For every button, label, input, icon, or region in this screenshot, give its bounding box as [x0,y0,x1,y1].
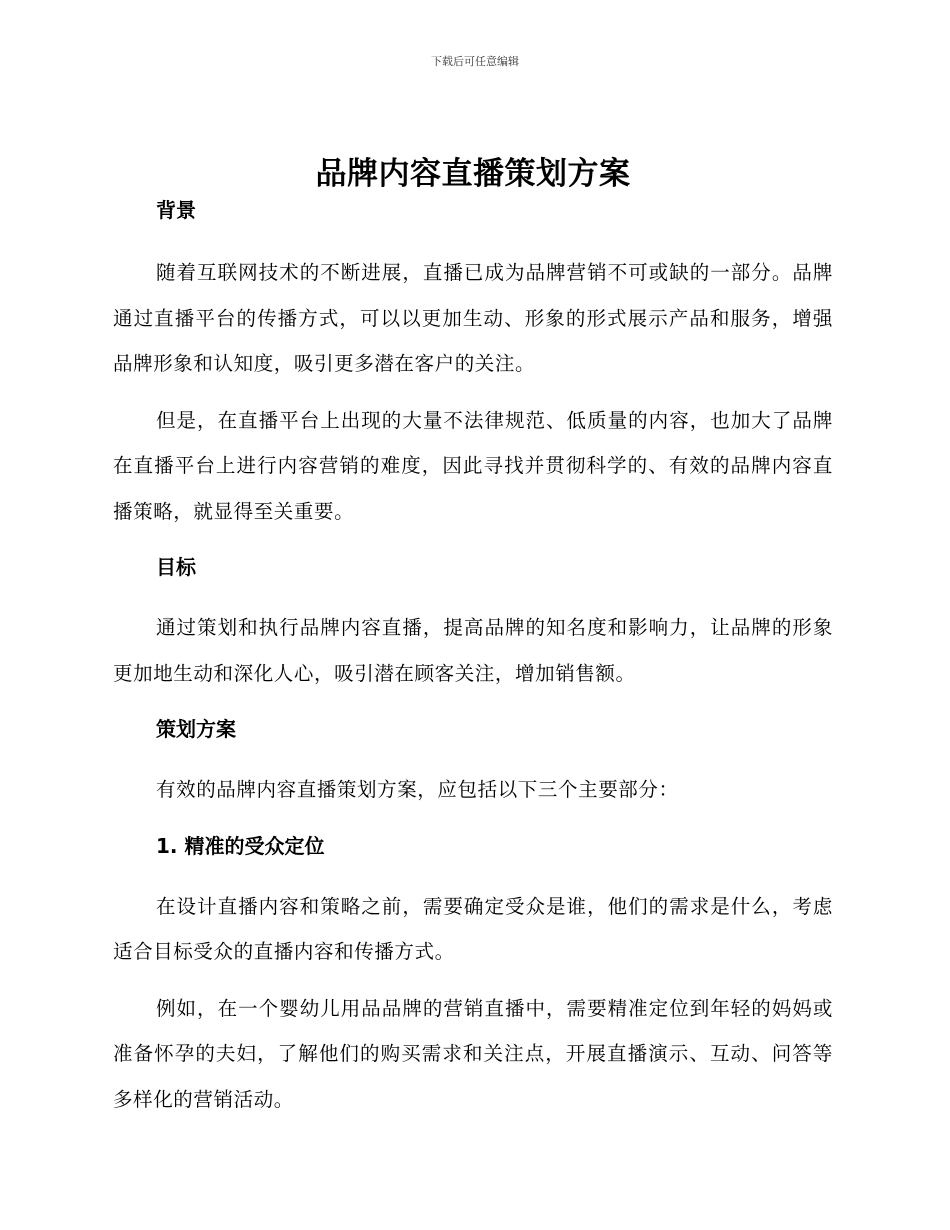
goal-paragraph-1: 通过策划和执行品牌内容直播，提高品牌的知名度和影响力，让品牌的形象更加地生动和深化人心，吸引潜在顾客关注，增加销售额。 [113,616,833,685]
document-title: 品牌内容直播策划方案 [315,156,631,192]
header-note: 下载后可任意编辑 [431,55,519,68]
plan-intro-paragraph: 有效的品牌内容直播策划方案，应包括以下三个主要部分： [156,778,679,801]
audience-paragraph-1: 在设计直播内容和策略之前，需要确定受众是谁，他们的需求是什么，考虑适合目标受众的直播内容和传播方式。 [113,894,833,963]
section-heading-background: 背景 [156,198,196,222]
background-paragraph-2: 但是，在直播平台上出现的大量不法律规范、低质量的内容，也加大了品牌在直播平台上进行内容营销的难度，因此寻找并贯彻科学的、有效的品牌内容直播策略，就显得至关重要。 [113,408,833,523]
background-paragraph-1: 随着互联网技术的不断进展，直播已成为品牌营销不可或缺的一部分。品牌通过直播平台的传播方式，可以以更加生动、形象的形式展示产品和服务，增强品牌形象和认知度，吸引更多潜在客户的关注。 [113,261,833,375]
section-heading-goal: 目标 [156,555,196,579]
audience-paragraph-2: 例如，在一个婴幼儿用品品牌的营销直播中，需要精准定位到年轻的妈妈或准备怀孕的夫妇，了解他们的购买需求和关注点，开展直播演示、互动、问答等多样化的营销活动。 [113,996,833,1111]
subsection-heading-audience: 1. 精准的受众定位 [156,833,325,858]
section-heading-plan: 策划方案 [156,717,236,741]
document-body [113,150,833,1122]
